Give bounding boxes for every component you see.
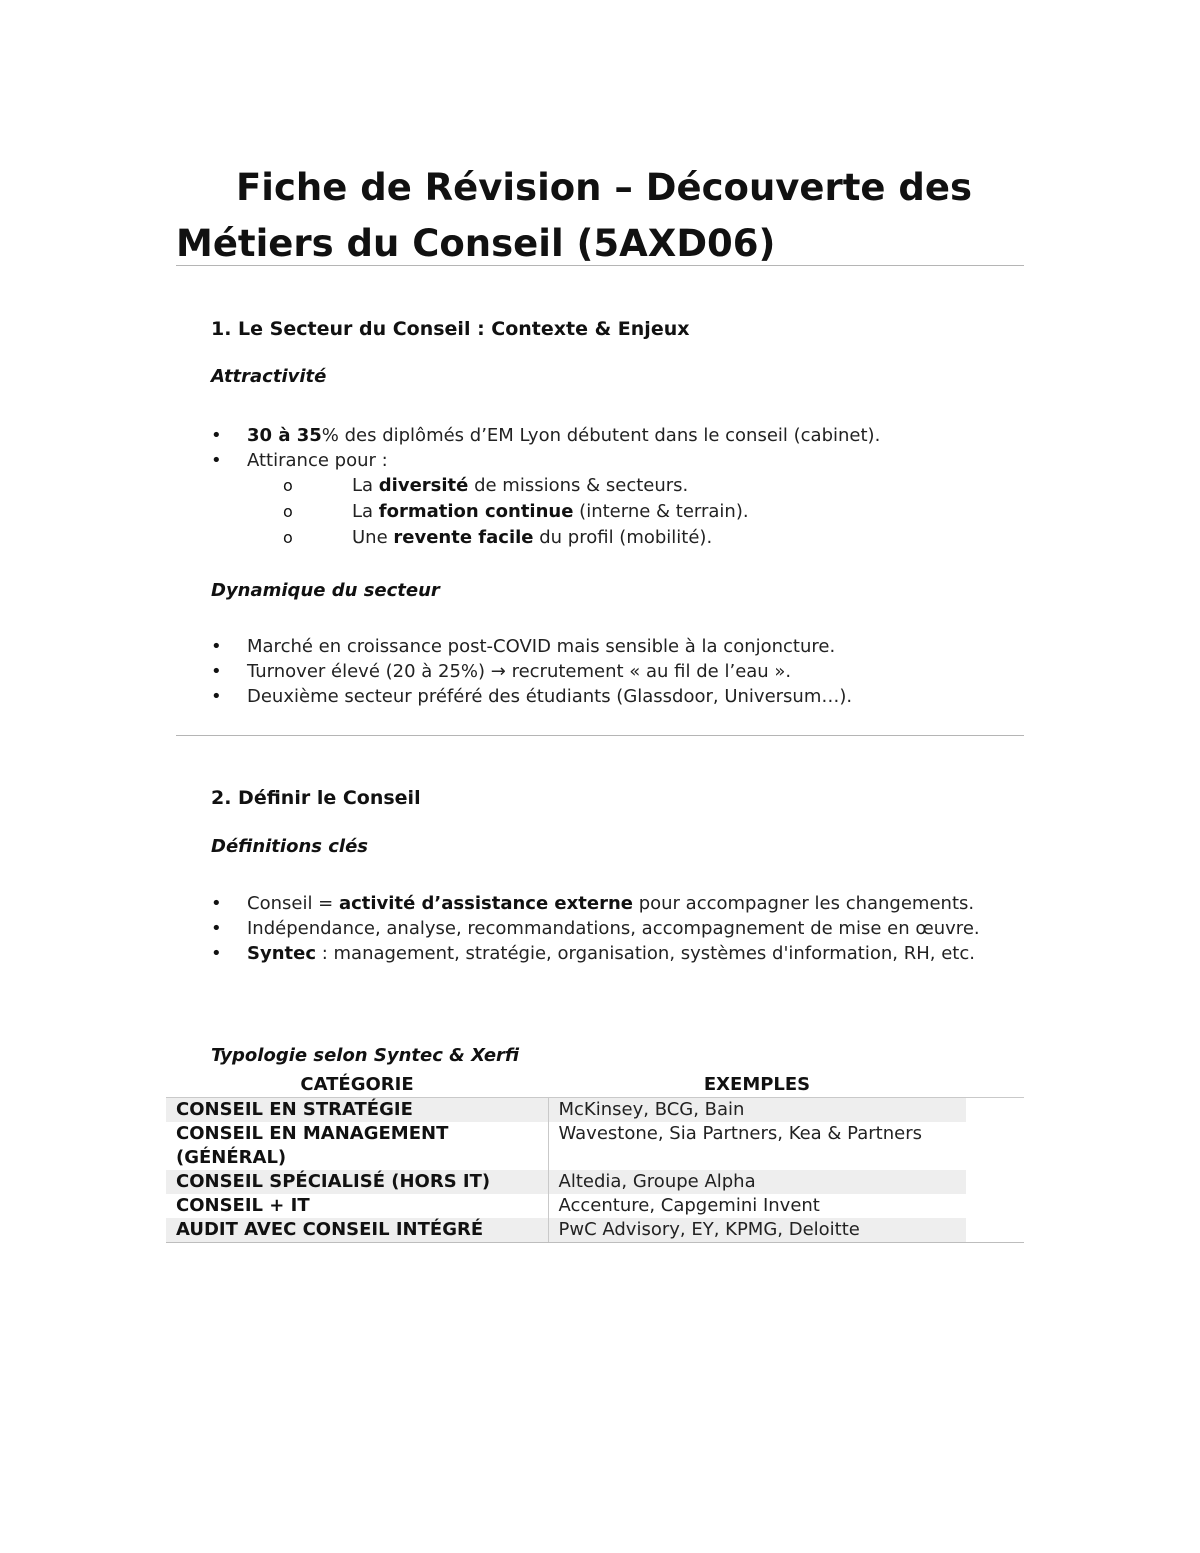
examples-cell: McKinsey, BCG, Bain [548, 1098, 966, 1123]
typology-table [166, 1073, 1024, 1243]
list-item: • Deuxième secteur préféré des étudiants (Glassdoor, Universum…). [211, 684, 1011, 709]
category-cell: CONSEIL + IT [166, 1194, 548, 1218]
document-title: Fiche de Révision – Découverte des Métiers du Conseil (5AXD06) [176, 166, 973, 265]
list-item: • Indépendance, analyse, recommandations, accompagnement de mise en œuvre. [211, 916, 1011, 941]
sub-list-item: o La formation continue (interne & terrain). [247, 499, 1011, 525]
category-cell: CONSEIL EN STRATÉGIE [166, 1098, 548, 1123]
table-row [166, 1170, 1024, 1194]
title-divider [176, 265, 1024, 266]
examples-cell: PwC Advisory, EY, KPMG, Deloitte [548, 1218, 966, 1243]
list-item: • Syntec : management, stratégie, organisation, systèmes d'information, RH, etc. [211, 941, 1011, 966]
examples-cell: Altedia, Groupe Alpha [548, 1170, 966, 1194]
attractivite-list [211, 423, 1011, 551]
subheading-attractivite: Attractivité [211, 366, 327, 387]
table-header-row [166, 1073, 1024, 1098]
sub-list-item: o Une revente facile du profil (mobilité). [247, 525, 1011, 551]
list-item: • Conseil = activité d’assistance externe pour accompagner les changements. [211, 891, 1011, 916]
section-divider [176, 735, 1024, 736]
list-item: • Attirance pour : o La diversité de missions & secteurs. o La formation continue (interne & terrain). o Une revente facile du profil (mobilité). [211, 448, 1011, 551]
definitions-list [211, 891, 1011, 966]
list-item: • 30 à 35% des diplômés d’EM Lyon débutent dans le conseil (cabinet). [211, 423, 1011, 448]
section-2-heading: 2. Définir le Conseil [211, 787, 421, 809]
examples-cell: Wavestone, Sia Partners, Kea & Partners [558, 1123, 922, 1144]
list-item: • Turnover élevé (20 à 25%) → recrutement « au fil de l’eau ». [211, 659, 1011, 684]
table-row [166, 1218, 1024, 1243]
sub-list-item: o La diversité de missions & secteurs. [247, 473, 1011, 499]
list-item: • Marché en croissance post-COVID mais sensible à la conjoncture. [211, 634, 1011, 659]
column-header-examples: EXEMPLES [703, 1074, 811, 1095]
table-row [166, 1122, 1024, 1170]
table-row [166, 1194, 1024, 1218]
subheading-definitions: Définitions clés [211, 836, 368, 857]
category-cell: AUDIT AVEC CONSEIL INTÉGRÉ [166, 1218, 548, 1243]
table-row [166, 1098, 1024, 1123]
category-cell: CONSEIL EN MANAGEMENT (GÉNÉRAL) [166, 1122, 548, 1170]
examples-cell: Accenture, Capgemini Invent [558, 1195, 820, 1216]
subheading-dynamique: Dynamique du secteur [211, 580, 440, 601]
dynamique-list [211, 634, 1011, 709]
column-header-category: CATÉGORIE [300, 1074, 414, 1095]
attirance-sublist [247, 473, 1011, 551]
category-cell: CONSEIL SPÉCIALISÉ (HORS IT) [166, 1170, 548, 1194]
section-1-heading: 1. Le Secteur du Conseil : Contexte & Enjeux [211, 318, 690, 340]
subheading-typologie: Typologie selon Syntec & Xerfi [211, 1045, 520, 1066]
